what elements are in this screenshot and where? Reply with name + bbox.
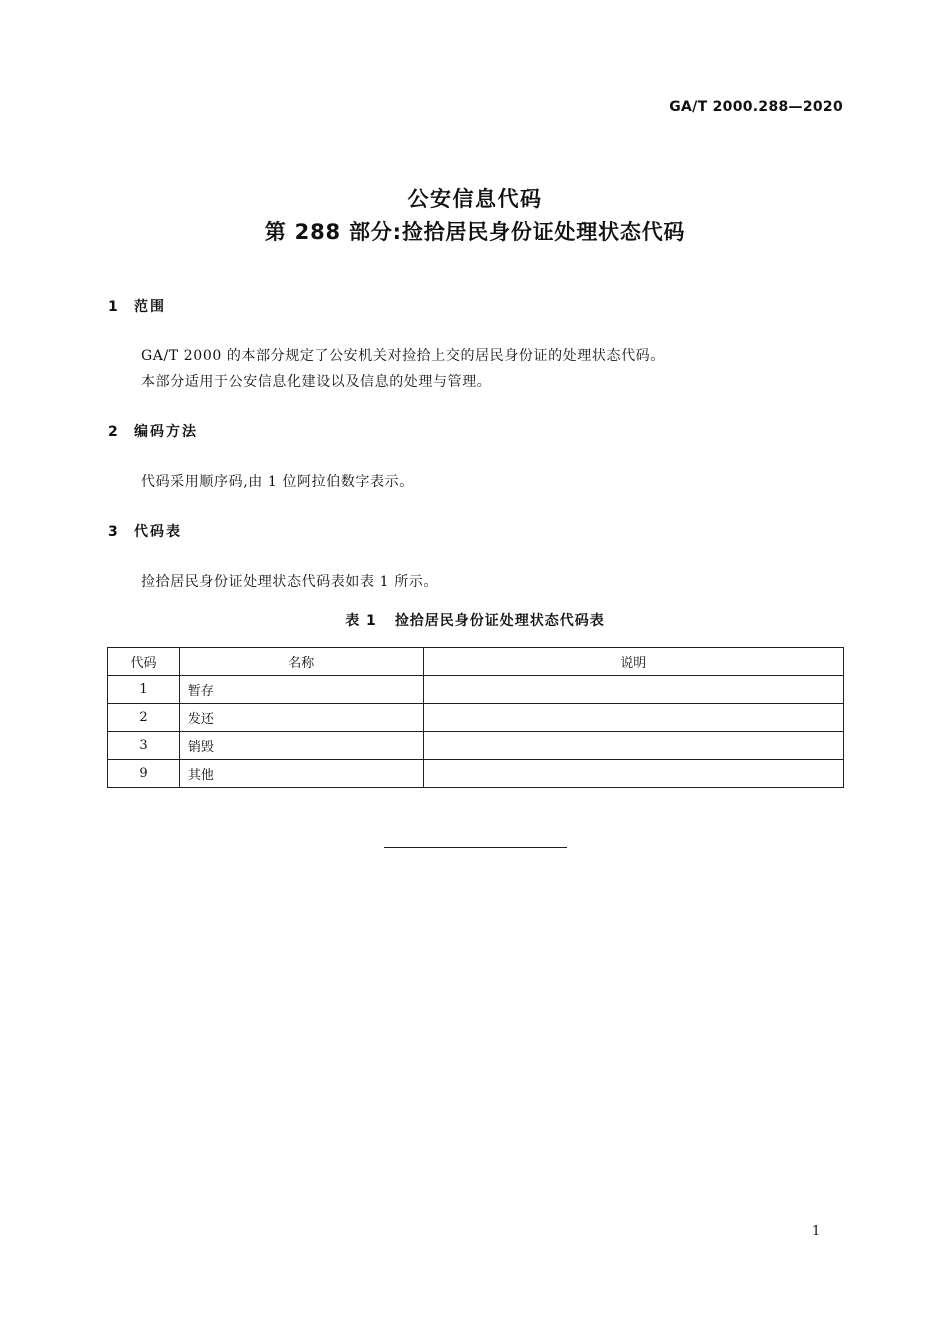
cell-name: 其他 [179, 760, 423, 788]
section-title: 编码方法 [134, 424, 198, 440]
paragraph: GA/T 2000 的本部分规定了公安机关对捡拾上交的居民身份证的处理状态代码。 [141, 348, 665, 364]
table-row [108, 704, 844, 732]
paragraph: 本部分适用于公安信息化建设以及信息的处理与管理。 [141, 374, 492, 390]
cell-description [423, 760, 843, 788]
cell-code: 3 [108, 732, 180, 760]
cell-name: 发还 [179, 704, 423, 732]
page-number: 1 [812, 1224, 821, 1239]
document-title: 公安信息代码 [407, 187, 543, 211]
table-caption-label: 表 1 [345, 613, 377, 629]
paragraph: 代码采用顺序码,由 1 位阿拉伯数字表示。 [141, 474, 414, 490]
cell-code: 2 [108, 704, 180, 732]
code-table [107, 647, 844, 788]
paragraph: 捡拾居民身份证处理状态代码表如表 1 所示。 [141, 574, 439, 590]
column-header-name: 名称 [179, 648, 423, 676]
cell-name: 暂存 [179, 676, 423, 704]
cell-code: 1 [108, 676, 180, 704]
cell-description [423, 704, 843, 732]
document-subtitle: 第 288 部分:捡拾居民身份证处理状态代码 [264, 220, 686, 244]
table-header-row [108, 648, 844, 676]
section-number: 2 [108, 424, 118, 440]
standard-number: GA/T 2000.288—2020 [669, 99, 843, 115]
section-heading-coding-method [108, 421, 198, 441]
section-heading-scope [108, 296, 166, 316]
cell-description [423, 732, 843, 760]
cell-code: 9 [108, 760, 180, 788]
section-number: 3 [108, 524, 118, 540]
table-row [108, 760, 844, 788]
table-row [108, 676, 844, 704]
section-heading-code-table [108, 521, 182, 541]
section-number: 1 [108, 299, 118, 315]
table-row [108, 732, 844, 760]
section-title: 代码表 [134, 524, 182, 540]
column-header-description: 说明 [423, 648, 843, 676]
table-caption [0, 610, 950, 630]
cell-description [423, 676, 843, 704]
column-header-code: 代码 [108, 648, 180, 676]
end-of-document-rule [384, 847, 567, 848]
cell-name: 销毁 [179, 732, 423, 760]
table-caption-text: 捡拾居民身份证处理状态代码表 [394, 613, 605, 629]
section-title: 范围 [134, 299, 166, 315]
